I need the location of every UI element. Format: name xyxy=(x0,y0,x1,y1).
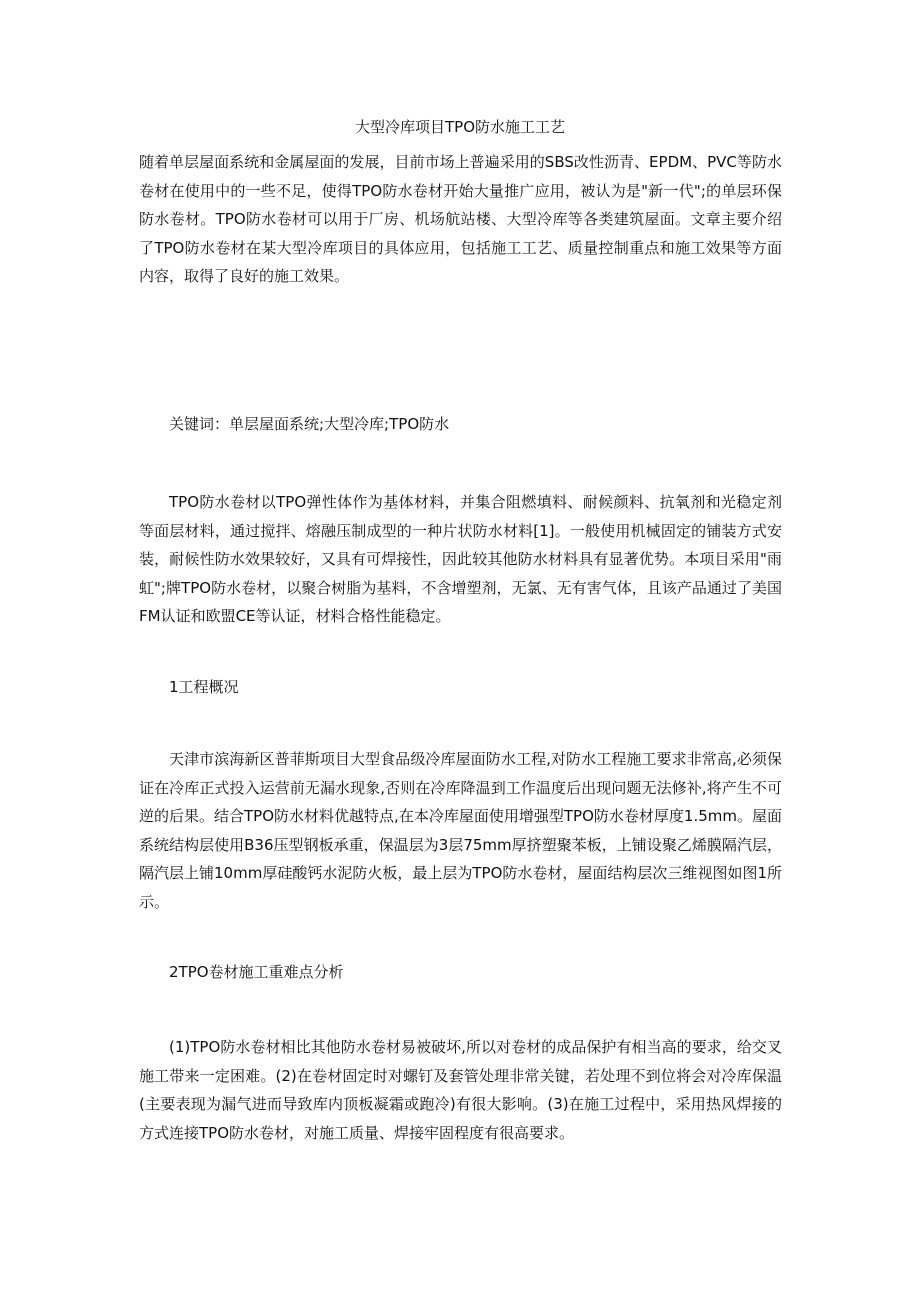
section-2-heading: 2TPO卷材施工重难点分析 xyxy=(169,963,344,981)
section-1-heading: 1工程概况 xyxy=(169,678,239,696)
intro-paragraph: TPO防水卷材以TPO弹性体作为基体材料，并集合阻燃填料、耐候颜料、抗氧剂和光稳定剂等面层材料，通过搅拌、熔融压制成型的一种片状防水材料[1]。一般使用机械固定的铺装方式安装，耐候性防水效果较好，又具有可焊接性，因此较其他防水材料具有显著优势。本项目采用"雨虹";牌TPO防水卷材，以聚合树脂为基料，不含增塑剂，无氯、无有害气体，且该产品通过了美国FM认证和欧盟CE等认证，材料合格性能稳定。 xyxy=(139,493,782,625)
abstract-paragraph: 随着单层屋面系统和金属屋面的发展，目前市场上普遍采用的SBS改性沥青、EPDM、PVC等防水卷材在使用中的一些不足，使得TPO防水卷材开始大量推广应用，被认为是"新一代";的单层环保防水卷材。TPO防水卷材可以用于厂房、机场航站楼、大型冷库等各类建筑屋面。文章主要介绍了TPO防水卷材在某大型冷库项目的具体应用，包括施工工艺、质量控制重点和施工效果等方面内容，取得了良好的施工效果。 xyxy=(139,153,782,285)
keywords-line: 关键词：单层屋面系统;大型冷库;TPO防水 xyxy=(169,415,450,433)
document-title: 大型冷库项目TPO防水施工工艺 xyxy=(354,118,566,136)
section-1-paragraph: 天津市滨海新区普菲斯项目大型食品级冷库屋面防水工程,对防水工程施工要求非常高,必须保证在冷库正式投入运营前无漏水现象,否则在冷库降温到工作温度后出现问题无法修补,将产生不可逆的后果。结合TPO防水材料优越特点,在本冷库屋面使用增强型TPO防水卷材厚度1.5mm。屋面系统结构层使用B36压型钢板承重，保温层为3层75mm厚挤塑聚苯板，上铺设聚乙烯膜隔汽层，隔汽层上铺10mm厚硅酸钙水泥防火板，最上层为TPO防水卷材，屋面结构层次三维视图如图1所示。 xyxy=(139,750,782,911)
section-2-paragraph: (1)TPO防水卷材相比其他防水卷材易被破坏,所以对卷材的成品保护有相当高的要求，给交叉施工带来一定困难。(2)在卷材固定时对螺钉及套管处理非常关键，若处理不到位将会对冷库保温(主要表现为漏气进而导致库内顶板凝霜或跑冷)有很大影响。(3)在施工过程中，采用热风焊接的方式连接TPO防水卷材，对施工质量、焊接牢固程度有很高要求。 xyxy=(139,1038,782,1142)
